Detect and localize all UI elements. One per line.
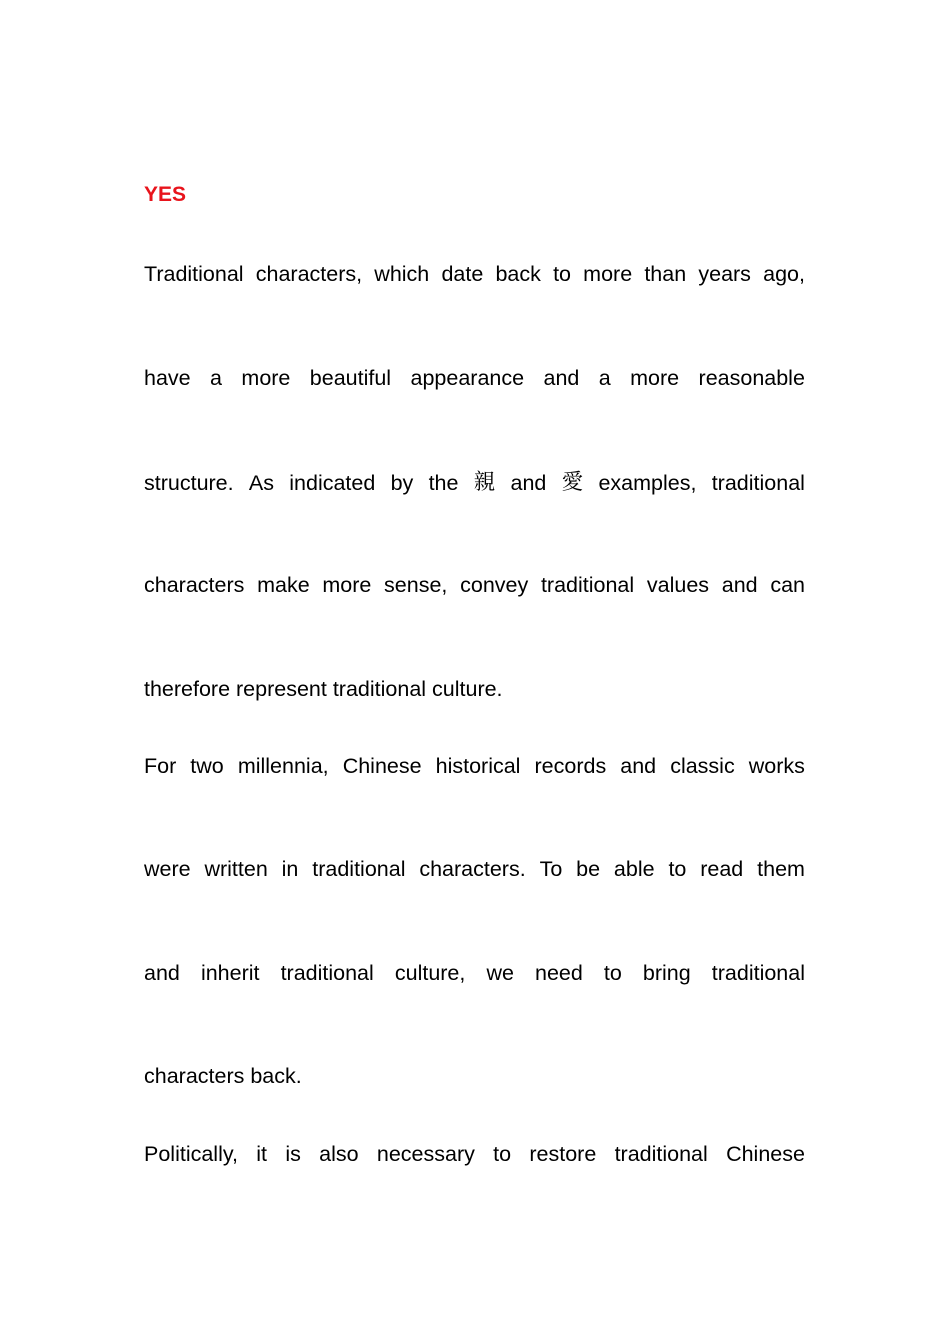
text-line: structure. As indicated by the 親 and 愛 examples, traditional [144, 470, 805, 495]
heading-yes: YES [144, 183, 187, 206]
text-line: characters make more sense, convey traditional values and can [144, 573, 805, 597]
text-line: and inherit traditional culture, we need to bring traditional [144, 961, 805, 985]
text-line-last: characters back. [144, 1064, 302, 1088]
text-line-last: therefore represent traditional culture. [144, 677, 503, 701]
text-line: For two millennia, Chinese historical records and classic works [144, 754, 805, 778]
text-line: have a more beautiful appearance and a more reasonable [144, 366, 805, 390]
text-line: were written in traditional characters. To be able to read them [144, 857, 805, 881]
text-line: Politically, it is also necessary to restore traditional Chinese [144, 1142, 805, 1166]
text-line: Traditional characters, which date back to more than years ago, [144, 262, 805, 286]
